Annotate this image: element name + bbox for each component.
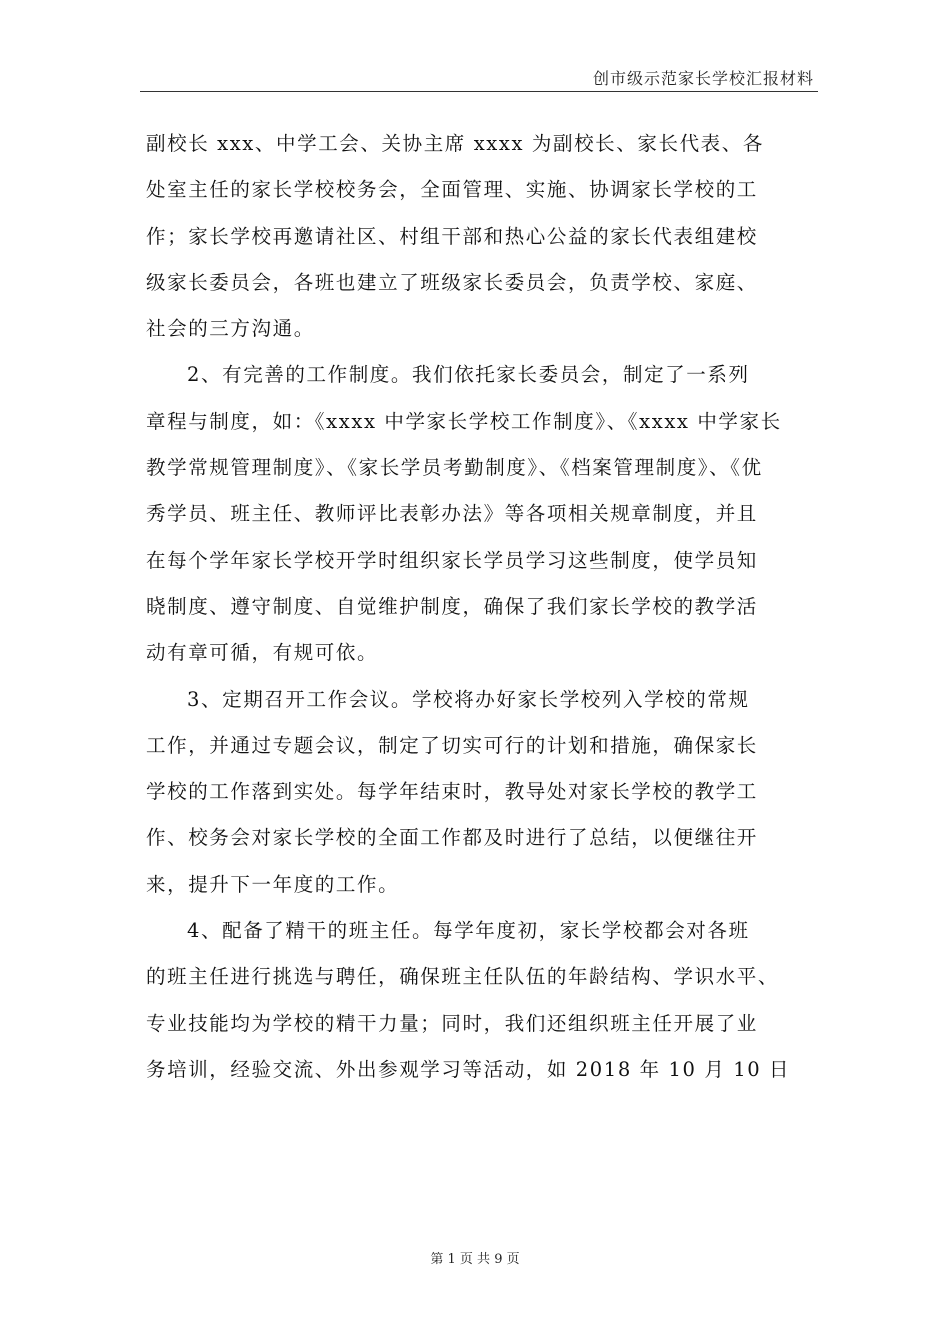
header-rule bbox=[140, 91, 818, 92]
text-line: 副校长 xxx、中学工会、关协主席 xxxx 为副校长、家长代表、各 bbox=[146, 132, 764, 155]
text-line: 级家长委员会，各班也建立了班级家长委员会，负责学校、家庭、 bbox=[146, 270, 758, 294]
text-line: 章程与制度，如：《xxxx 中学家长学校工作制度》、《xxxx 中学家长 bbox=[146, 409, 782, 433]
document-header-title: 创市级示范家长学校汇报材料 bbox=[592, 69, 814, 88]
text-line: 处室主任的家长学校校务会，全面管理、实施、协调家长学校的工 bbox=[146, 178, 758, 202]
text-line: 作；家长学校再邀请社区、村组干部和热心公益的家长代表组建校 bbox=[146, 224, 758, 248]
text-line: 来，提升下一年度的工作。 bbox=[146, 872, 400, 896]
paragraph-start-line: 4、配备了精干的班主任。每学年度初，家长学校都会对各班 bbox=[187, 919, 750, 943]
page-number-footer: 第 1 页 共 9 页 bbox=[430, 1252, 520, 1267]
text-line: 教学常规管理制度》、《家长学员考勤制度》、《档案管理制度》、《优 bbox=[146, 456, 763, 480]
text-line: 晓制度、遵守制度、自觉维护制度，确保了我们家长学校的教学活 bbox=[146, 594, 758, 618]
text-line: 工作，并通过专题会议，制定了切实可行的计划和措施，确保家长 bbox=[146, 733, 758, 757]
paragraph-start-line: 3、定期召开工作会议。学校将办好家长学校列入学校的常规 bbox=[187, 687, 750, 711]
paragraph-start-line: 2、有完善的工作制度。我们依托家长委员会，制定了一系列 bbox=[187, 363, 750, 387]
text-line: 务培训，经验交流、外出参观学习等活动，如 2018 年 10 月 10 日 bbox=[146, 1057, 791, 1081]
text-line: 动有章可循，有规可依。 bbox=[146, 641, 379, 665]
document-body bbox=[146, 121, 806, 1093]
text-line: 社会的三方沟通。 bbox=[146, 317, 315, 341]
text-line: 作、校务会对家长学校的全面工作都及时进行了总结，以便继往开 bbox=[146, 826, 758, 850]
text-line: 在每个学年家长学校开学时组织家长学员学习这些制度，使学员知 bbox=[146, 548, 758, 572]
text-line: 专业技能均为学校的精干力量；同时，我们还组织班主任开展了业 bbox=[146, 1011, 758, 1035]
text-line: 秀学员、班主任、教师评比表彰办法》等各项相关规章制度，并且 bbox=[146, 502, 758, 526]
text-line: 的班主任进行挑选与聘任，确保班主任队伍的年龄结构、学识水平、 bbox=[146, 965, 780, 989]
text-line: 学校的工作落到实处。每学年结束时，教导处对家长学校的教学工 bbox=[146, 780, 758, 804]
